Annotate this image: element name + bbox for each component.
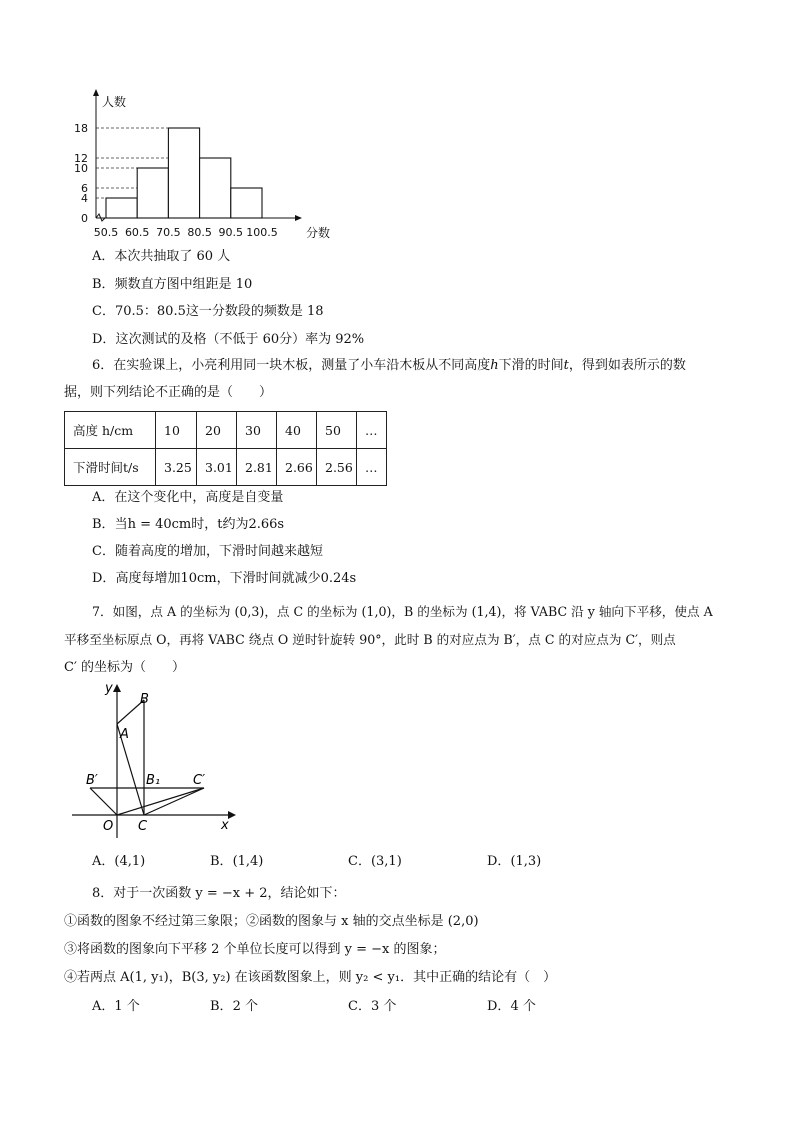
table-cell: 2.81 [237, 449, 277, 486]
q5-option-d: D．这次测试的及格（不低于 60分）率为 92% [92, 332, 365, 347]
x-tick-label: 80.5 [187, 226, 212, 239]
q7-option-c: C．(3,1) [348, 854, 402, 869]
x-tick-label: 60.5 [124, 226, 150, 239]
table-cell: 30 [237, 412, 277, 449]
y-tick-label: 4 [81, 192, 88, 205]
x-axis-arrow [228, 811, 236, 819]
y-tick-label: 12 [74, 152, 88, 165]
histogram-bar [137, 168, 168, 218]
q6-stem-line1: 6．在实验课上，小亮利用同一块木板，测量了小车沿木板从不同高度h下滑的时间t，得到如表所示的数 [92, 358, 686, 373]
segment-cp-o [117, 788, 204, 815]
table-row [65, 412, 387, 449]
label-x: x [221, 818, 229, 833]
table-row [65, 449, 387, 486]
table-cell: 50 [317, 412, 357, 449]
q8-option-a: A．1 个 [92, 999, 140, 1014]
label-c: C [138, 819, 148, 834]
table-cell: 10 [156, 412, 197, 449]
y-tick-label: 0 [81, 212, 88, 225]
q8-stem-line1: 8．对于一次函数 y = −x + 2，结论如下： [92, 886, 346, 901]
q6-option-b: B．当h = 40cm时，t约为2.66s [92, 517, 285, 532]
table-header-time: 下滑时间t/s [65, 449, 156, 486]
label-c-prime: C′ [193, 773, 206, 788]
q8-statement-4: ④若两点 A(1, y₁)，B(3, y₂) 在该函数图象上，则 y₂ < y₁．其中正确的结论有（ ） [64, 970, 557, 985]
table-cell: … [357, 412, 387, 449]
y-axis-arrow [113, 684, 121, 692]
histogram-bar [168, 128, 199, 218]
x-axis-title: 分数 [306, 226, 331, 240]
x-tick-label: 90.5 [218, 226, 244, 239]
q6-data-table [64, 411, 387, 486]
q8-statement-1-2: ①函数的图象不经过第三象限；②函数的图象与 x 轴的交点坐标是 (2,0) [64, 914, 479, 929]
table-cell: 40 [277, 412, 317, 449]
segment-cp-c [144, 788, 204, 815]
histogram-bar [200, 158, 231, 218]
y-axis-title: 人数 [102, 95, 127, 109]
label-b: B [140, 692, 149, 707]
q7-stem-line1: 7．如图，点 A 的坐标为 (0,3)，点 C 的坐标为 (1,0)，B 的坐标为 (1,4)，将 VABC 沿 y 轴向下平移，使点 A [92, 604, 713, 619]
q7-option-b: B．(1,4) [210, 854, 264, 869]
y-tick-label: 10 [74, 162, 88, 175]
x-tick-label: 50.5 [93, 226, 119, 239]
table-header-height: 高度 h/cm [65, 412, 156, 449]
q6-stem-line2: 据，则下列结论不正确的是（ ） [64, 385, 273, 400]
q6-option-c: C．随着高度的增加，下滑时间越来越短 [92, 544, 323, 559]
y-axis-arrow [93, 89, 99, 96]
table-cell: 20 [197, 412, 237, 449]
q7-option-a: A．(4,1) [92, 854, 146, 869]
q8-option-b: B．2 个 [210, 999, 258, 1014]
label-a: A [120, 727, 129, 742]
label-b-prime: B′ [86, 773, 98, 788]
q5-option-a: A．本次共抽取了 60 人 [92, 249, 231, 264]
q7-coordinate-figure [66, 680, 246, 838]
histogram-chart [60, 88, 340, 246]
table-cell: 3.25 [156, 449, 197, 486]
q8-option-d: D．4 个 [487, 999, 536, 1014]
q6-option-a: A．在这个变化中，高度是自变量 [92, 490, 284, 505]
q8-option-c: C．3 个 [348, 999, 397, 1014]
table-cell: 3.01 [197, 449, 237, 486]
x-tick-label: 100.5 [246, 226, 278, 239]
table-cell: 2.66 [277, 449, 317, 486]
y-tick-label: 18 [74, 122, 88, 135]
label-y: y [105, 681, 113, 696]
q7-stem-line3: C′ 的坐标为（ ） [64, 660, 186, 675]
x-tick-label: 70.5 [156, 226, 181, 239]
segment-bp-o [90, 788, 117, 815]
label-o: O [103, 819, 114, 834]
table-cell: … [357, 449, 387, 486]
label-b1: B₁ [146, 773, 161, 788]
x-axis-arrow [295, 215, 302, 221]
q7-stem-line2: 平移至坐标原点 O，再将 VABC 绕点 O 逆时针旋转 90°，此时 B 的对应点为 B′，点 C 的对应点为 C′，则点 [64, 632, 676, 647]
q6-option-d: D．高度每增加10cm，下滑时间就减少0.24s [92, 571, 357, 586]
histogram-bar [231, 188, 262, 218]
q5-option-b: B．频数直方图中组距是 10 [92, 277, 253, 292]
table-cell: 2.56 [317, 449, 357, 486]
q8-statement-3: ③将函数的图象向下平移 2 个单位长度可以得到 y = −x 的图象； [64, 942, 446, 957]
q5-option-c: C．70.5：80.5这一分数段的频数是 18 [92, 304, 324, 319]
q7-option-d: D．(1,3) [487, 854, 542, 869]
histogram-bar [106, 198, 137, 218]
y-tick-label: 6 [81, 182, 88, 195]
